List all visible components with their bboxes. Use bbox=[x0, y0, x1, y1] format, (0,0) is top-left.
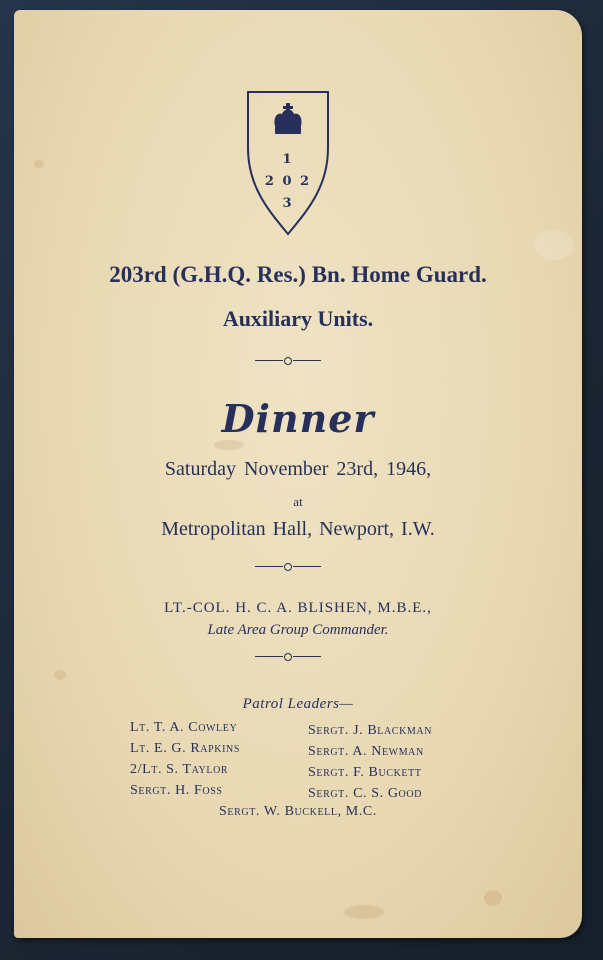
insignia-number-202: 2 0 2 bbox=[264, 174, 312, 189]
list-item: 2/Lt. S. Taylor bbox=[130, 762, 229, 777]
event-date: Saturday November 23rd, 1946, bbox=[164, 458, 432, 480]
insignia-number-3: 3 bbox=[282, 196, 294, 211]
list-item: Sergt. F. Buckett bbox=[308, 765, 422, 780]
stain bbox=[34, 160, 44, 168]
insignia-number-1: 1 bbox=[282, 152, 294, 167]
ornamental-divider bbox=[255, 561, 321, 571]
list-item: Sergt. A. Newman bbox=[308, 744, 424, 759]
guest-name: LT.-COL. H. C. A. BLISHEN, M.B.E., bbox=[164, 600, 432, 616]
event-venue: Metropolitan Hall, Newport, I.W. bbox=[161, 518, 435, 540]
crown-shield-insignia bbox=[246, 90, 330, 236]
unit-subtitle: Auxiliary Units. bbox=[222, 306, 374, 331]
list-item: Lt. T. A. Cowley bbox=[130, 720, 238, 735]
stain bbox=[54, 670, 66, 680]
stain bbox=[214, 440, 244, 450]
event-at: at bbox=[293, 494, 303, 509]
guest-role: Late Area Group Commander. bbox=[207, 622, 389, 638]
dinner-menu-card bbox=[14, 10, 582, 938]
stain bbox=[344, 905, 384, 919]
list-item: Sergt. J. Blackman bbox=[308, 723, 433, 738]
crown-icon bbox=[274, 103, 301, 134]
ornamental-divider bbox=[255, 355, 321, 365]
list-item: Sergt. W. Buckell, M.C. bbox=[219, 804, 377, 819]
ornamental-divider bbox=[255, 651, 321, 661]
stain bbox=[484, 890, 502, 906]
list-item: Lt. E. G. Rapkins bbox=[130, 741, 240, 756]
list-item: Sergt. C. S. Good bbox=[308, 786, 422, 801]
unit-title: 203rd (G.H.Q. Res.) Bn. Home Guard. bbox=[109, 262, 487, 287]
list-item: Sergt. H. Foss bbox=[130, 783, 223, 798]
patrol-leaders-heading: Patrol Leaders— bbox=[242, 696, 354, 712]
stain bbox=[534, 230, 574, 260]
event-title: Dinner bbox=[221, 396, 375, 441]
